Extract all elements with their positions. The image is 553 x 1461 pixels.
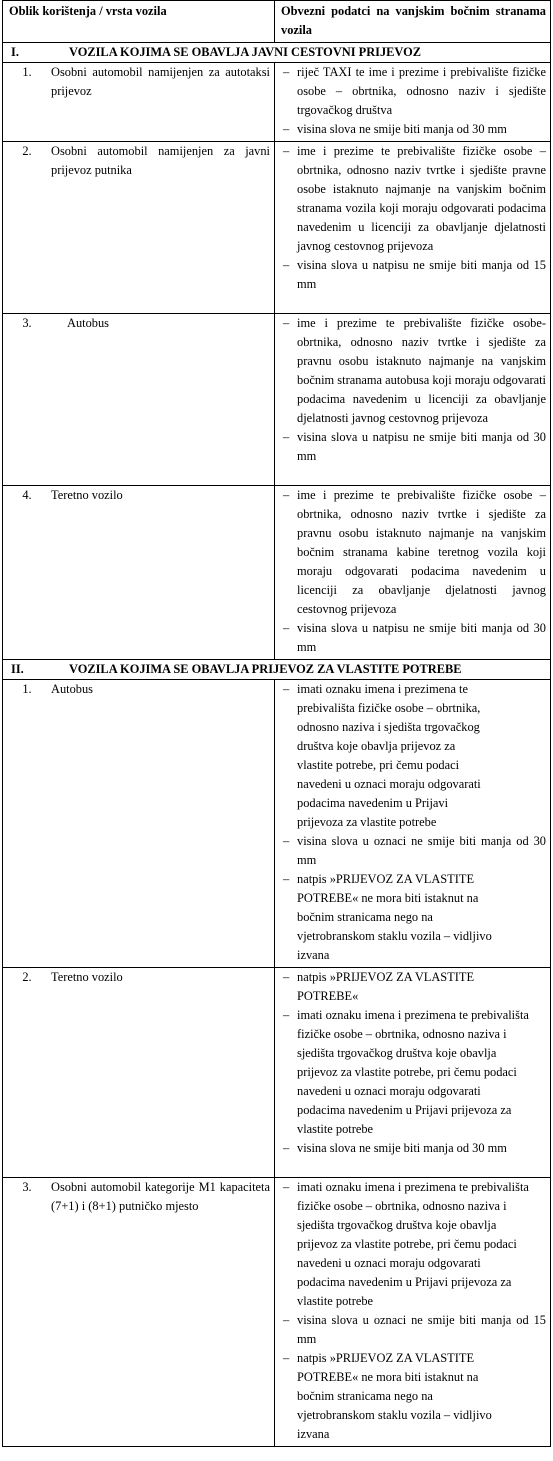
list-item: – natpis »PRIJEVOZ ZA VLASTITE POTREBE« [275, 968, 546, 1006]
vehicle-name: Osobni automobil kategorije M1 kapaciteta (7+1) i (8+1) putničko mjesto [51, 1180, 270, 1213]
section-row [3, 660, 551, 680]
list-item: – visina slova u oznaci ne smije biti manja od 15 mm [275, 1311, 546, 1349]
row-number: 1. [22, 682, 32, 696]
vehicle-name: Teretno vozilo [51, 488, 123, 502]
row-number: 3. [22, 1180, 32, 1194]
list-item: – imati oznaku imena i prezimena te prebivališta fizičke osobe – obrtnika, odnosno naziva i sjedišta trgovačkog društva koje obavlja prijevoz za vlastite potrebe, pri čemu podaci navedeni u oznaci moraju odgovarati podacima navedenim u Prijavi prijevoza za vlastite potrebe [275, 680, 546, 832]
vehicle-cell [3, 142, 275, 314]
requirements-cell [275, 968, 551, 1178]
header-vehicle-type: Oblik korištenja / vrsta vozila [3, 1, 275, 43]
table-row [3, 968, 551, 1178]
list-item: – visina slova u natpisu ne smije biti manja od 15 mm [275, 256, 546, 294]
vehicle-cell [3, 1178, 275, 1447]
list-item: – riječ TAXI te ime i prezime i prebivalište fizičke osobe – obrtnika, odnosno naziv i sjedište trgovačkog društva [275, 63, 546, 120]
table-header-row [3, 1, 551, 43]
list-item: – ime i prezime te prebivalište fizičke osobe – obrtnika, odnosno naziv tvrtke i sjedište za pravnu osobu istaknuto najmanje na vanjskim bočnim stranama kabine teretnog vozila koji moraju odgovarati podacima navedenim u licenciji za obavljanje djelatnosti javnog cestovnog prijevoza [275, 486, 546, 619]
vehicle-name: Teretno vozilo [51, 970, 123, 984]
section-title: VOZILA KOJIMA SE OBAVLJA JAVNI CESTOVNI PRIJEVOZ [69, 45, 422, 59]
section-heading [3, 660, 551, 680]
vehicle-cell [3, 63, 275, 142]
vehicle-cell [3, 968, 275, 1178]
requirements-cell [275, 680, 551, 968]
vehicle-name: Autobus [67, 316, 109, 330]
list-item: – visina slova ne smije biti manja od 30 mm [275, 120, 546, 139]
table-row [3, 680, 551, 968]
row-number: 3. [22, 316, 32, 330]
requirements-cell [275, 314, 551, 486]
list-item: – visina slova u oznaci ne smije biti manja od 30 mm [275, 832, 546, 870]
list-item: – visina slova u natpisu ne smije biti manja od 30 mm [275, 619, 546, 657]
list-item: – ime i prezime te prebivalište fizičke osobe-obrtnika, odnosno naziv tvrtke i sjedište za pravnu osobu istaknuto najmanje na vanjskim bočnim stranama autobusa koji moraju odgovarati podacima navedenim u licenciji za obavljanje djelatnosti javnog cestovnog prijevoza [275, 314, 546, 428]
requirements-cell [275, 63, 551, 142]
header-required-data: Obvezni podatci na vanjskim bočnim stranama vozila [275, 1, 551, 43]
vehicle-cell [3, 314, 275, 486]
list-item: – imati oznaku imena i prezimena te prebivališta fizičke osobe – obrtnika, odnosno naziva i sjedišta trgovačkog društva koje obavlja prijevoz za vlastite potrebe, pri čemu podaci navedeni u oznaci moraju odgovarati podacima navedenim u Prijavi prijevoza za vlastite potrebe [275, 1006, 546, 1139]
row-number: 2. [22, 144, 32, 158]
table-row [3, 314, 551, 486]
vehicle-cell [3, 486, 275, 660]
requirements-cell [275, 486, 551, 660]
table-row [3, 1178, 551, 1447]
section-number: I. [11, 45, 19, 59]
list-item: – visina slova ne smije biti manja od 30 mm [275, 1139, 546, 1158]
list-item: – natpis »PRIJEVOZ ZA VLASTITE POTREBE« ne mora biti istaknut na bočnim stranicama nego na vjetrobranskom staklu vozila – vidljivo izvana [275, 1349, 546, 1444]
row-number: 2. [22, 970, 32, 984]
list-item: – imati oznaku imena i prezimena te prebivališta fizičke osobe – obrtnika, odnosno naziva i sjedišta trgovačkog društva koje obavlja prijevoz za vlastite potrebe, pri čemu podaci navedeni u oznaci moraju odgovarati podacima navedenim u Prijavi prijevoza za vlastite potrebe [275, 1178, 546, 1311]
table-row [3, 63, 551, 142]
list-item: – visina slova u natpisu ne smije biti manja od 30 mm [275, 428, 546, 466]
row-number: 1. [22, 65, 32, 79]
table-row [3, 142, 551, 314]
vehicle-name: Osobni automobil namijenjen za autotaksi prijevoz [51, 65, 270, 98]
section-title: VOZILA KOJIMA SE OBAVLJA PRIJEVOZ ZA VLASTITE POTREBE [69, 662, 462, 676]
row-number: 4. [22, 488, 32, 502]
list-item: – ime i prezime te prebivalište fizičke osobe – obrtnika, odnosno naziv tvrtke i sjedište pravne osobe istaknuto najmanje na vanjskim bočnim stranama vozila koji moraju odgovarati podacima navedenim u licenciji za obavljanje djelatnosti javnog cestovnog prijevoza [275, 142, 546, 256]
vehicle-cell [3, 680, 275, 968]
requirements-cell [275, 1178, 551, 1447]
table-row [3, 486, 551, 660]
vehicle-requirements-table [2, 0, 551, 1447]
section-row [3, 43, 551, 63]
requirements-cell [275, 142, 551, 314]
section-number: II. [11, 662, 24, 676]
section-heading [3, 43, 551, 63]
list-item: – natpis »PRIJEVOZ ZA VLASTITE POTREBE« ne mora biti istaknut na bočnim stranicama nego na vjetrobranskom staklu vozila – vidljivo izvana [275, 870, 546, 965]
vehicle-name: Autobus [51, 682, 93, 696]
vehicle-name: Osobni automobil namijenjen za javni prijevoz putnika [51, 144, 270, 177]
